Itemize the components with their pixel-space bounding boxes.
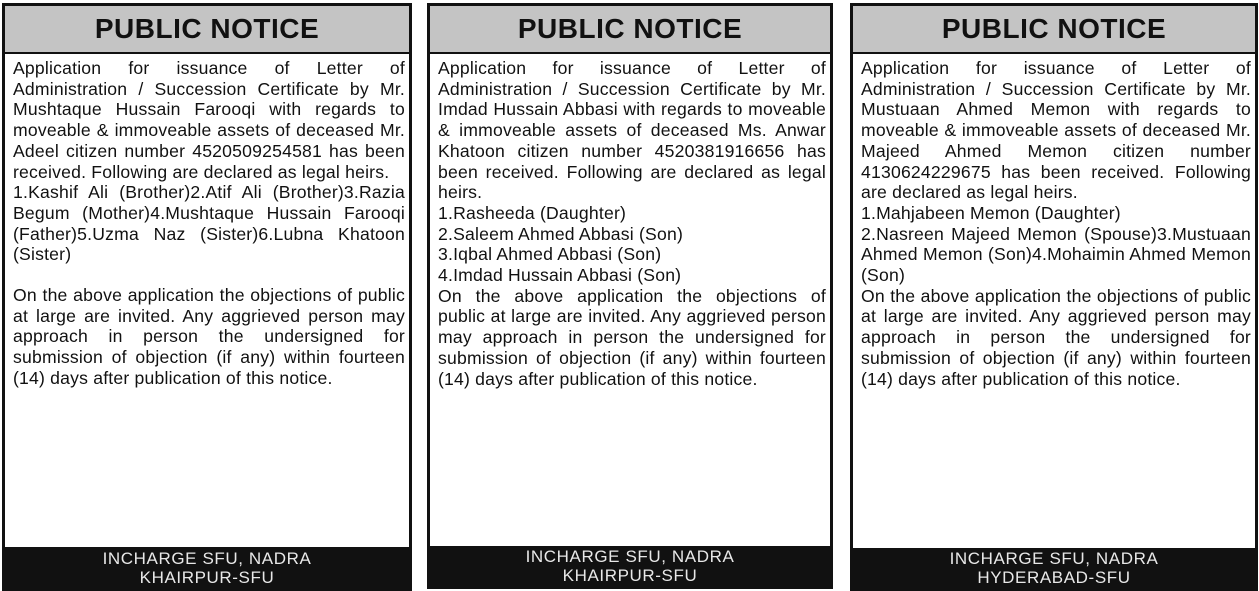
notice-body <box>13 58 405 548</box>
paragraph-gap <box>13 265 405 285</box>
notice-closing: On the above application the objections of public at large are invited. Any aggrieved person may approach in person the undersigned for submission of objection (if any) within fourteen (14) days after publication of this notice. <box>13 285 405 388</box>
legal-heir-1: 1.Rasheeda (Daughter) <box>438 202 627 223</box>
notice-intro: Application for issuance of Letter of Administration / Succession Certificate by Mr. Imdad Hussain Abbasi with regards to moveable & immoveable assets of deceased Ms. Anwar Khatoon citizen number 4520381916656 has been received. Following are declared as legal heirs. <box>438 58 826 203</box>
footer-location: HYDERABAD-SFU <box>977 568 1131 587</box>
legal-heir-1: 1.Mahjabeen Memon (Daughter) <box>861 202 1121 223</box>
notice-title: PUBLIC NOTICE <box>853 6 1255 54</box>
notice-footer <box>5 547 409 588</box>
notice-body <box>861 58 1251 548</box>
notice-title: PUBLIC NOTICE <box>5 6 409 54</box>
public-notice-1 <box>2 3 412 591</box>
legal-heir-3: 3.Iqbal Ahmed Abbasi (Son) <box>438 244 662 265</box>
footer-location: KHAIRPUR-SFU <box>562 566 698 585</box>
legal-heirs: 1.Kashif Ali (Brother)2.Atif Ali (Brother)3.Razia Begum (Mother)4.Mushtaque Hussain Farooqi (Father)5.Uzma Naz (Sister)6.Lubna Khatoon (Sister) <box>13 182 405 265</box>
public-notice-2 <box>427 3 833 589</box>
footer-office: INCHARGE SFU, NADRA <box>525 547 735 566</box>
notice-intro: Application for issuance of Letter of Administration / Succession Certificate by Mr. Mushtaque Hussain Farooqi with regards to moveable & immoveable assets of deceased Mr. Adeel citizen number 4520509254581 has been received. Following are declared as legal heirs. <box>13 58 405 182</box>
legal-heir-2: 2.Saleem Ahmed Abbasi (Son) <box>438 223 684 244</box>
footer-office: INCHARGE SFU, NADRA <box>949 549 1159 568</box>
legal-heir-4: 4.Imdad Hussain Abbasi (Son) <box>438 265 682 286</box>
notice-title: PUBLIC NOTICE <box>430 6 830 54</box>
notice-body <box>438 58 826 546</box>
footer-location: KHAIRPUR-SFU <box>139 567 275 587</box>
notice-footer <box>853 548 1255 588</box>
notice-intro: Application for issuance of Letter of Administration / Succession Certificate by Mr. Mustuaan Ahmed Memon with regards to moveable & immoveable assets of deceased Mr. Majeed Ahmed Memon citizen number 4130624229675 has been received. Following are declared as legal heirs. <box>861 58 1251 203</box>
notice-closing: On the above application the objections of public at large are invited. Any aggrieved person may approach in person the undersigned for submission of objection (if any) within fourteen (14) days after publication of this notice. <box>438 285 826 389</box>
footer-office: INCHARGE SFU, NADRA <box>102 548 312 568</box>
notice-closing: On the above application the objections of public at large are invited. Any aggrieved person may approach in person the undersigned for submission of objection (if any) within fourteen (14) days after publication of this notice. <box>861 285 1251 389</box>
legal-heirs-rest: 2.Nasreen Majeed Memon (Spouse)3.Mustuaan Ahmed Memon (Son)4.Mohaimin Ahmed Memon (Son) <box>861 223 1251 286</box>
public-notice-3 <box>850 3 1258 591</box>
notice-footer <box>430 546 830 586</box>
